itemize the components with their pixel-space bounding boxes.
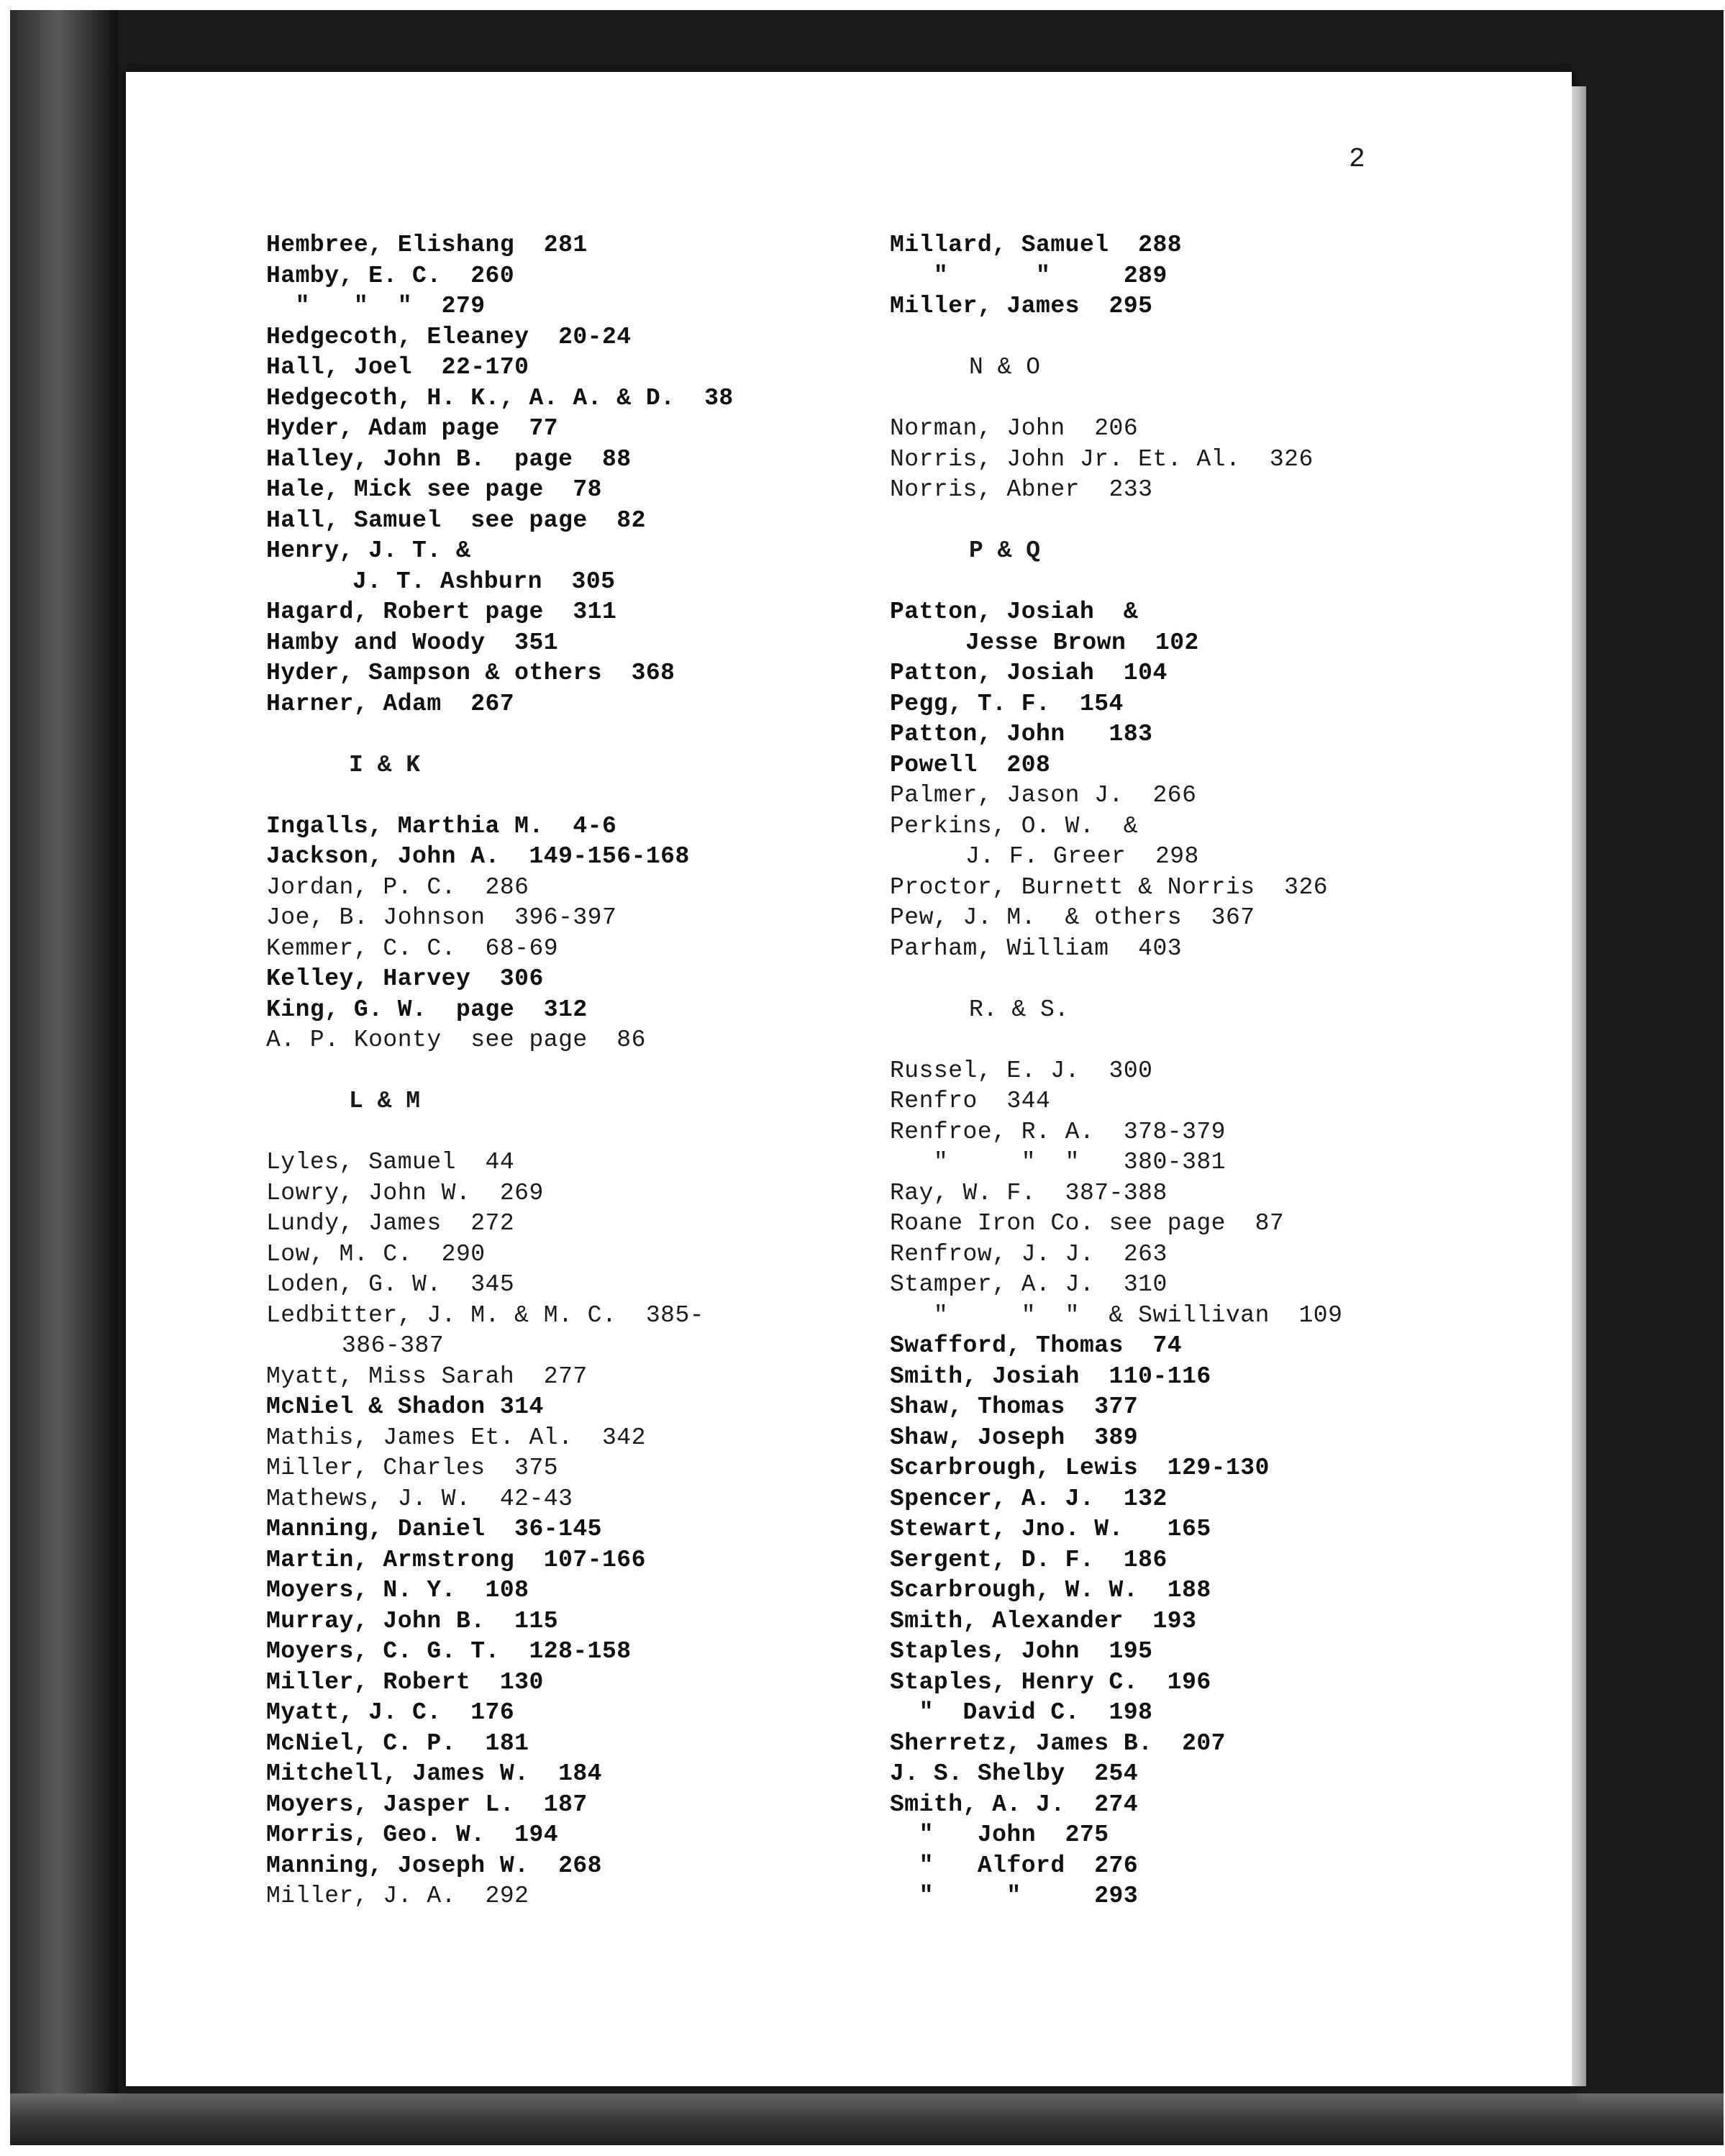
index-entry: Morris, Geo. W. 194 [266, 1821, 559, 1848]
index-entry: Roane Iron Co. see page 87 [890, 1210, 1285, 1237]
index-entry: Miller, Charles 375 [266, 1455, 559, 1481]
scan-left-shadow [10, 10, 118, 2145]
index-entry: Moyers, C. G. T. 128-158 [266, 1638, 632, 1665]
index-entry: Murray, John B. 115 [266, 1607, 559, 1634]
index-entry: Jackson, John A. 149-156-168 [266, 843, 690, 870]
index-entry: Mitchell, James W. 184 [266, 1760, 602, 1787]
index-entry: Spencer, A. J. 132 [890, 1485, 1168, 1512]
section-heading-row [890, 964, 1342, 1056]
index-entry: " John 275 [890, 1821, 1109, 1848]
index-entry: Stewart, Jno. W. 165 [890, 1516, 1211, 1542]
section-heading: R. & S. [969, 996, 1069, 1023]
index-entry: Renfroe, R. A. 378-379 [890, 1118, 1226, 1145]
index-entry: Shaw, Joseph 389 [890, 1424, 1139, 1451]
index-entry: Sergent, D. F. 186 [890, 1546, 1168, 1573]
index-entry: J. S. Shelby 254 [890, 1760, 1139, 1787]
index-entry: Miller, J. A. 292 [266, 1883, 529, 1909]
index-entry: Mathews, J. W. 42-43 [266, 1485, 573, 1512]
index-entry: 386-387 [342, 1332, 445, 1359]
section-heading: P & Q [969, 537, 1041, 564]
index-entry: Hyder, Adam page 77 [266, 415, 559, 442]
index-entry: McNiel & Shadon 314 [266, 1393, 544, 1420]
index-entry: Jesse Brown 102 [965, 629, 1199, 656]
index-entry: Kemmer, C. C. 68-69 [266, 934, 559, 962]
index-entry: Hall, Samuel see page 82 [266, 506, 646, 534]
index-entry: Patton, Josiah & [890, 599, 1139, 625]
section-heading-row [890, 506, 1342, 598]
page-number: 2 [1349, 144, 1365, 175]
index-entry: Norman, John 206 [890, 415, 1139, 442]
index-entry: Low, M. C. 290 [266, 1240, 486, 1268]
index-entry: Halley, John B. page 88 [266, 445, 632, 473]
index-entry: Swafford, Thomas 74 [890, 1332, 1183, 1359]
section-heading-row [266, 1056, 734, 1148]
index-entry: King, G. W. page 312 [266, 996, 588, 1023]
index-entry: Pegg, T. F. 154 [890, 690, 1124, 717]
index-entry: Staples, Henry C. 196 [890, 1668, 1211, 1696]
index-entry: Hale, Mick see page 78 [266, 476, 602, 503]
index-entry: Moyers, N. Y. 108 [266, 1577, 529, 1604]
index-entry: Scarbrough, Lewis 129-130 [890, 1455, 1270, 1481]
index-entry: Scarbrough, W. W. 188 [890, 1577, 1211, 1604]
index-entry: Mathis, James Et. Al. 342 [266, 1424, 646, 1451]
index-entry: Loden, G. W. 345 [266, 1271, 515, 1298]
index-entry: Millard, Samuel 288 [890, 232, 1183, 258]
index-entry: " " " 380-381 [890, 1149, 1226, 1175]
index-column-right [890, 230, 1342, 1912]
section-heading-row [266, 719, 734, 811]
index-entry: Stamper, A. J. 310 [890, 1271, 1168, 1298]
index-entry: Sherretz, James B. 207 [890, 1729, 1226, 1757]
index-entry: Martin, Armstrong 107-166 [266, 1546, 646, 1573]
index-entry: Staples, John 195 [890, 1638, 1153, 1665]
section-heading: N & O [969, 354, 1041, 381]
index-entry: Ledbitter, J. M. & M. C. 385- [266, 1301, 705, 1329]
index-entry: Russel, E. J. 300 [890, 1057, 1153, 1084]
index-entry: " " 289 [890, 262, 1168, 289]
index-entry: Pew, J. M. & others 367 [890, 904, 1255, 931]
section-heading: L & M [349, 1088, 421, 1114]
index-entry: Patton, Josiah 104 [890, 660, 1168, 686]
index-entry: Moyers, Jasper L. 187 [266, 1791, 588, 1818]
index-entry: " David C. 198 [890, 1699, 1153, 1726]
index-entry: Hall, Joel 22-170 [266, 354, 529, 381]
index-entry: Smith, Alexander 193 [890, 1607, 1197, 1634]
index-entry: Renfrow, J. J. 263 [890, 1240, 1168, 1268]
index-entry: Miller, James 295 [890, 293, 1153, 319]
index-entry: Joe, B. Johnson 396-397 [266, 904, 617, 931]
index-entry: J. F. Greer 298 [965, 843, 1199, 870]
index-entry: Myatt, Miss Sarah 277 [266, 1363, 588, 1390]
index-entry: Henry, J. T. & [266, 537, 471, 564]
index-entry: Lyles, Samuel 44 [266, 1149, 515, 1175]
index-entry: Hagard, Robert page 311 [266, 599, 617, 625]
index-entry: Jordan, P. C. 286 [266, 873, 529, 901]
index-entry: Myatt, J. C. 176 [266, 1699, 515, 1726]
index-entry: Lowry, John W. 269 [266, 1179, 544, 1206]
index-entry: Parham, William 403 [890, 934, 1183, 962]
index-entry: Powell 208 [890, 751, 1051, 778]
index-entry: Hembree, Elishang 281 [266, 232, 588, 258]
index-entry: Kelley, Harvey 306 [266, 965, 544, 992]
page-edge [1572, 86, 1586, 2086]
index-entry: Smith, Josiah 110-116 [890, 1363, 1211, 1390]
section-heading-row [890, 322, 1342, 414]
index-entry: Patton, John 183 [890, 721, 1153, 747]
index-entry: Hamby and Woody 351 [266, 629, 559, 656]
index-entry: A. P. Koonty see page 86 [266, 1027, 646, 1053]
index-entry: " " 293 [890, 1883, 1139, 1909]
index-entry: Shaw, Thomas 377 [890, 1393, 1139, 1420]
index-entry: Hedgecoth, Eleaney 20-24 [266, 323, 632, 350]
section-heading: I & K [349, 751, 421, 778]
index-entry: " " " & Swillivan 109 [890, 1301, 1343, 1329]
index-entry: Smith, A. J. 274 [890, 1791, 1139, 1818]
index-entry: Renfro 344 [890, 1088, 1051, 1114]
index-entry: McNiel, C. P. 181 [266, 1729, 529, 1757]
index-entry: " " " 279 [266, 293, 486, 319]
index-entry: Harner, Adam 267 [266, 690, 515, 717]
index-entry: Hyder, Sampson & others 368 [266, 660, 675, 686]
index-entry: Manning, Daniel 36-145 [266, 1516, 602, 1542]
index-entry: Manning, Joseph W. 268 [266, 1852, 602, 1879]
index-entry: Ingalls, Marthia M. 4-6 [266, 812, 617, 840]
index-entry: Palmer, Jason J. 266 [890, 782, 1197, 809]
index-entry: Proctor, Burnett & Norris 326 [890, 873, 1329, 901]
index-entry: Miller, Robert 130 [266, 1668, 544, 1696]
index-entry: Hamby, E. C. 260 [266, 262, 515, 289]
index-entry: Norris, Abner 233 [890, 476, 1153, 503]
index-entry: Ray, W. F. 387-388 [890, 1179, 1168, 1206]
index-entry: Lundy, James 272 [266, 1210, 515, 1237]
scan-bottom-shadow [10, 2093, 1724, 2145]
index-column-left [266, 230, 734, 1912]
index-entry: Norris, John Jr. Et. Al. 326 [890, 445, 1314, 473]
index-entry: J. T. Ashburn 305 [352, 568, 616, 595]
index-entry: " Alford 276 [890, 1852, 1139, 1879]
index-entry: Hedgecoth, H. K., A. A. & D. 38 [266, 384, 734, 411]
index-entry: Perkins, O. W. & [890, 812, 1139, 840]
